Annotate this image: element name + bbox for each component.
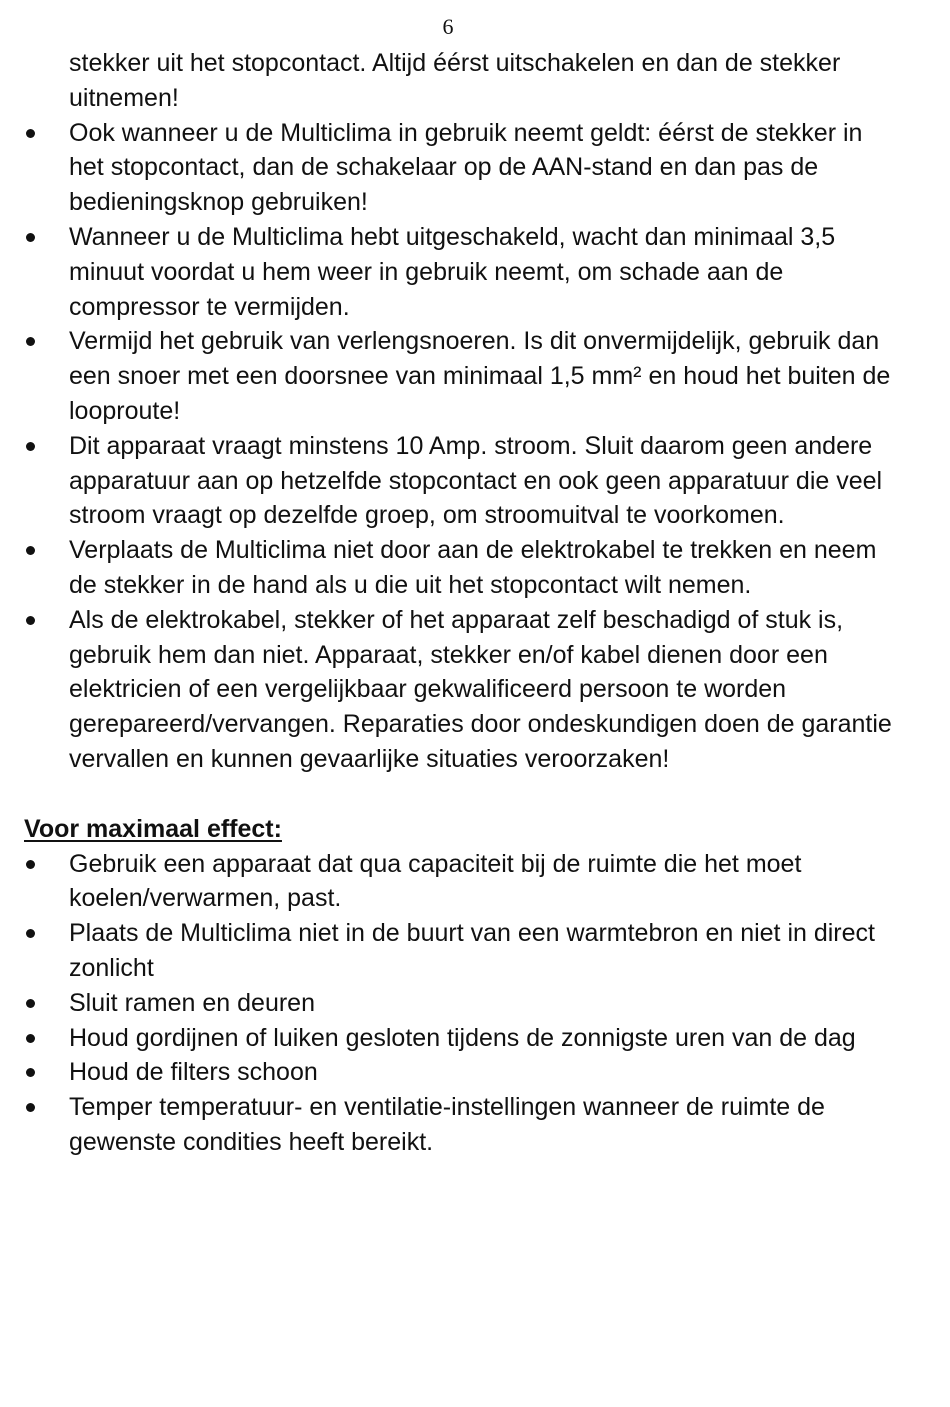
list-item xyxy=(24,1055,894,1090)
list-item-text: Verplaats de Multiclima niet door aan de elektrokabel te trekken en neem de stekker in de hand als u die uit het stopcontact wilt nemen. xyxy=(69,536,877,599)
bullet-icon xyxy=(26,129,35,138)
list-item-text: Houd de filters schoon xyxy=(69,1058,318,1087)
list-item xyxy=(24,986,894,1021)
bullet-icon xyxy=(26,1068,35,1077)
list-item-text: Temper temperatuur- en ventilatie-instellingen wanneer de ruimte de gewenste condities heeft bereikt. xyxy=(69,1093,825,1156)
list-item xyxy=(24,220,894,324)
section-spacer xyxy=(24,777,894,812)
bullet-icon xyxy=(26,929,35,938)
bullet-icon xyxy=(26,337,35,346)
list-item-text: Als de elektrokabel, stekker of het apparaat zelf beschadigd of stuk is, gebruik hem dan niet. Apparaat, stekker en/of kabel dienen door een elektricien of een vergelijkbaar gekwalificeerd persoon te worden gerepareerd/vervangen. Reparaties door ondeskundigen doen de garantie vervallen en kunnen gevaarlijke situaties veroorzaken! xyxy=(69,605,892,773)
list-item xyxy=(24,916,894,986)
list-item-text: Gebruik een apparaat dat qua capaciteit bij de ruimte die het moet koelen/verwarmen, past. xyxy=(69,849,802,913)
effect-list xyxy=(24,847,894,1160)
safety-list xyxy=(24,116,894,777)
list-item xyxy=(24,847,894,917)
bullet-icon xyxy=(26,1103,35,1112)
list-item-text: Wanneer u de Multiclima hebt uitgeschakeld, wacht dan minimaal 3,5 minuut voordat u hem weer in gebruik neemt, om schade aan de compressor te vermijden. xyxy=(69,222,836,321)
page-number: 6 xyxy=(442,14,454,39)
list-item xyxy=(24,603,894,777)
list-item-text: Plaats de Multiclima niet in de buurt van een warmtebron en niet in direct zonlicht xyxy=(69,919,875,982)
list-item xyxy=(24,116,894,220)
list-item xyxy=(24,1090,894,1160)
list-item xyxy=(24,533,894,603)
list-item xyxy=(24,1021,894,1056)
effect-heading: Voor maximaal effect: xyxy=(24,814,282,843)
document-body xyxy=(24,46,894,1160)
bullet-icon xyxy=(26,1034,35,1043)
list-item-text: Vermijd het gebruik van verlengsnoeren. Is dit onvermijdelijk, gebruik dan een snoer met een doorsnee van minimaal 1,5 mm² en houd het buiten de looproute! xyxy=(69,327,891,425)
bullet-icon xyxy=(26,999,35,1008)
list-item-text: Houd gordijnen of luiken gesloten tijdens de zonnigste uren van de dag xyxy=(69,1023,856,1052)
bullet-icon xyxy=(26,860,35,869)
bullet-icon xyxy=(26,546,35,555)
bullet-icon xyxy=(26,442,35,451)
list-item-text: Sluit ramen en deuren xyxy=(69,988,315,1017)
list-item-text: Dit apparaat vraagt minstens 10 Amp. stroom. Sluit daarom geen andere apparatuur aan op hetzelfde stopcontact en ook geen apparatuur die veel stroom vraagt op dezelfde groep, om stroomuitval te voorkomen. xyxy=(69,431,883,530)
bullet-icon xyxy=(26,616,35,625)
bullet-icon xyxy=(26,233,35,242)
list-item xyxy=(24,429,894,533)
list-item xyxy=(24,324,894,428)
intro-continuation-text: stekker uit het stopcontact. Altijd éérst uitschakelen en dan de stekker uitnemen! xyxy=(69,49,841,112)
list-item-text: Ook wanneer u de Multiclima in gebruik neemt geldt: éérst de stekker in het stopcontact, dan de schakelaar op de AAN-stand en dan pas de bedieningsknop gebruiken! xyxy=(69,118,863,217)
